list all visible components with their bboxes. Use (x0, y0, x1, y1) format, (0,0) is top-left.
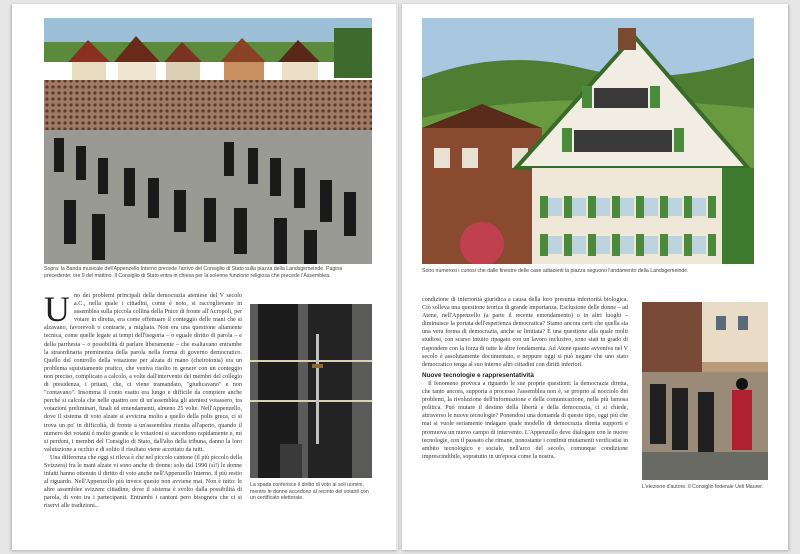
right-top-photo-caption: Sono numerosi i curiosi che dalle finestre delle case adiacenti la piazza seguono l'andamento della Landsgemeinde. (422, 268, 689, 274)
sword-bearer-illustration (250, 304, 372, 478)
article-intro-text: no dei problemi principali della democrazia ateniese del V secolo a.C., nella quale i cittadini, come è noto, si raccoglievano in assemblea sulla piccola collina della Pnice di fronte all'Acropoli, per votare in diretta, era come effettuare il conteggio delle mani che si alzavano, favorevoli o contrarie, a migliaia. Non era una questione altamente tecnica, come quelle legate ai tempi dell'isegoria – o eguale diritto di parola – e della parrhesia – o possibilità di parlare liberamente – che esaltavano entrambe la straordinaria preminenza della parola nella forma di governo democratico. Quello del controllo della votazione per alzata di mano (cheirotonia) era un problema squisitamente pratico, che veniva risolto in genere con un conteggio non preciso, complicato a calcolo, a volte dall'intervento dei membri del collegio di presidenza, i pritani, che, ci viene tramandato, "giudicavano" e non "contavano". Insomma il conto esatto era lungo e difficile da compiere anche perché si calcola che nelle quattro ore di un'assemblea gli ateniesi votassero, tra votazioni preliminari, finali ed emendamenti, almeno 25 volte. Nell'Appenzello, dove il sistema di voto alzate si avvicina molto a quello della polis greca, ci si trova un po' in difficoltà, di fronte a un'assemblea riunita all'aperto, quando il numero dei votanti è molto grande e le votazioni si succedono rapidamente e, mi si perdoni, i membri del Consiglio di Stato, dall'alto della tribuna, danno la loro valutazione a occhio e di solito il risultato viene accettato da tutti. (44, 293, 242, 453)
procession-illustration (642, 302, 768, 480)
left-page (12, 4, 398, 550)
crowd-square-illustration (44, 18, 372, 264)
article-main-text: condizione di inferiorità giuridica a causa della loro presunta inferiorità biologica. Ciò solleva una questione teorica di grande importanza. Esclusione delle donne – ad Atene, nell'Appenzello (a parte il recente emendamento) o in altri luoghi – diminuisce la portata dell'esperienza democratica? Siamo ancora certi che quella sia una vera forma di democrazia, anche se limitata? È una questione alla quale molti studiosi, con scarso intuito ripagato con un lavoro inclusivo, sono stati in grado di rispondere con la forza di tutte le altre fondamenta. Ad Atene quanto avveniva nel V secolo è assolutamente documentato, e neppure oggi si può negare che uno stato democratico tenga al suo interno altri cittadini con diritti inferiori. (422, 297, 628, 368)
appenzell-house-illustration (422, 18, 754, 264)
drop-cap-u: U (44, 292, 70, 329)
mid-photo-caption: La spada conferisce il diritto di voto ai soli uomini, mentre le donne accedono al recinto dei votanti con un certificato elettorale. (250, 482, 369, 502)
article-continuation-text: Una differenza che oggi si rileva è che nel piccolo cantone (il più piccolo della Svizzera) fra le mani alzate vi sono anche di donne: solo dal 1990 (sì!) le donne infatti hanno ottenuto il diritto di voto anche nell'Appenzello Interno, il più restio al riguardo. Nell'Appenzello più invece questo non avviene mai. Non è tutto: le altre assemblee svizzere cittadine, dove il sistema è svolto dalla possibilità di parola, di voto tra i partecipanti. Entrambi i cantoni pero bisognera che ci si riservi alle tradizioni... (44, 454, 242, 510)
top-photo-caption: Sopra: la Banda musicale dell'Appenzello Interno precede l'arrivo del Consiglio di Stato sulla piazza della Landsgemeinde. Pagina precedente: ore 9 del mattino. Il Consiglio di Stato entra in chiesa per la solenne funzione religiosa che precede l'Assemblea. (44, 266, 343, 279)
crowd-square-photo (44, 18, 372, 264)
article-after-subhead-text: Il fenomeno provoca a riguardo le sue proprie questioni: la democrazia diretta, che tanto ancora, supporta a processo l'assemblea non è, se proprio al nocciolo dei problemi, la rivoluzione dell'informazione e della comunicazione, nella più famosa politica. Può mutare il destino della libertà e della democrazia, ci si chiede, attraverso le nuove tecnologie? Ponendosi una domanda di questo tipo, oggi più che mai si vuole seriamente indagare quale modello di democrazia diretta supporti e promuova un nuovo campo di intervento. L'Appenzello deve dialogare con le nuove tecnologie, con il passato che rimane, nonostante i continui mutamenti verificatisi in ambito tecnologico e sociale, nell'arco del secolo, comunque condizione imprescindibile, sopratutto in un'epoca come la nostra. (422, 380, 628, 460)
right-page (402, 4, 788, 550)
section-subhead: Nuove tecnologie e rappresentatività (422, 371, 534, 379)
uniformed-man-with-sword-photo (250, 304, 372, 478)
article-body-right (422, 296, 628, 546)
side-photo-caption: L'elezione d'autore. Il Consiglio federale Ueli Maurer. (642, 484, 764, 490)
article-body-left (44, 292, 242, 544)
council-procession-photo (642, 302, 768, 480)
alpine-house-photo (422, 18, 754, 264)
